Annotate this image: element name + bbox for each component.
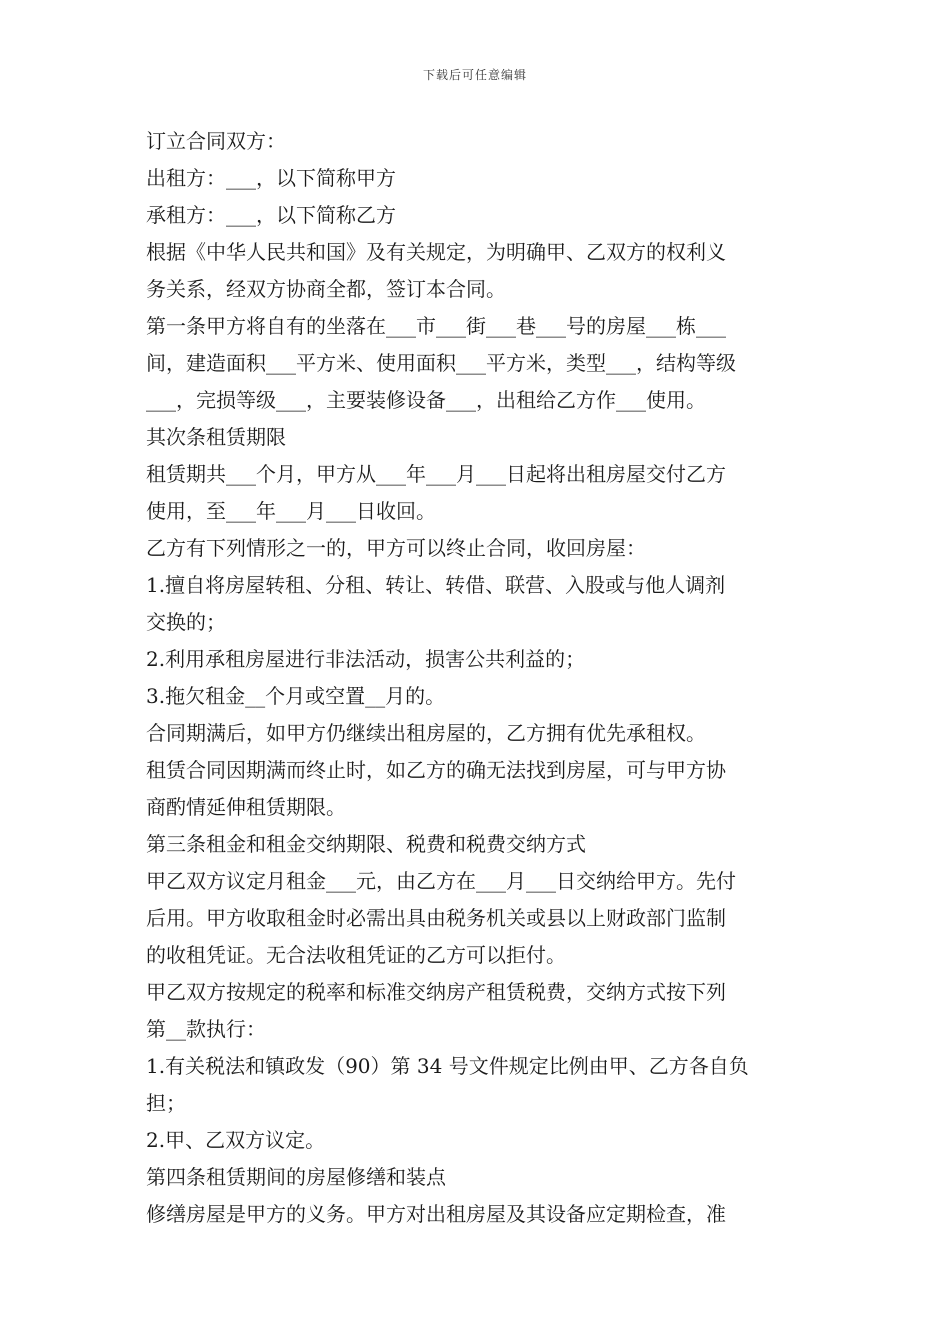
text-line: 使用，至___年___月___日收回。 bbox=[146, 499, 436, 523]
text-line: 第一条甲方将自有的坐落在___市___街___巷___号的房屋___栋___ bbox=[146, 314, 726, 338]
text-line: 出租方：___，以下简称甲方 bbox=[146, 166, 396, 190]
section-heading: 第四条租赁期间的房屋修缮和装点 bbox=[146, 1165, 446, 1189]
text-line: 第__款执行： bbox=[146, 1017, 266, 1041]
text-line: 3.拖欠租金__个月或空置__月的。 bbox=[146, 684, 446, 708]
text-line: 间，建造面积___平方米、使用面积___平方米，类型___，结构等级 bbox=[146, 351, 736, 375]
text-line: 交换的； bbox=[146, 610, 226, 634]
text-line: 1.有关税法和镇政发（90）第 34 号文件规定比例由甲、乙方各自负 bbox=[146, 1054, 749, 1078]
text-line: 后用。甲方收取租金时必需出具由税务机关或县以上财政部门监制 bbox=[146, 906, 726, 930]
text-line: 承租方：___，以下简称乙方 bbox=[146, 203, 396, 227]
text-line: 租赁期共___个月，甲方从___年___月___日起将出租房屋交付乙方 bbox=[146, 462, 726, 486]
text-line: 修缮房屋是甲方的义务。甲方对出租房屋及其设备应定期检查，准 bbox=[146, 1202, 726, 1226]
section-heading: 第三条租金和租金交纳期限、税费和税费交纳方式 bbox=[146, 832, 586, 856]
contract-body bbox=[146, 123, 814, 1233]
text-line: 甲乙双方按规定的税率和标准交纳房产租赁税费，交纳方式按下列 bbox=[146, 980, 726, 1004]
text-line: ___，完损等级___，主要装修设备___，出租给乙方作___使用。 bbox=[146, 388, 706, 412]
text-line: 2.甲、乙双方议定。 bbox=[146, 1128, 326, 1152]
text-line: 务关系，经双方协商全都，签订本合同。 bbox=[146, 277, 506, 301]
text-line: 的收租凭证。无合法收租凭证的乙方可以拒付。 bbox=[146, 943, 566, 967]
text-line: 1.擅自将房屋转租、分租、转让、转借、联营、入股或与他人调剂 bbox=[146, 573, 726, 597]
header-note: 下载后可任意编辑 bbox=[422, 68, 527, 82]
text-line: 租赁合同因期满而终止时，如乙方的确无法找到房屋，可与甲方协 bbox=[146, 758, 726, 782]
section-heading: 其次条租赁期限 bbox=[146, 425, 286, 449]
text-line: 甲乙双方议定月租金___元，由乙方在___月___日交纳给甲方。先付 bbox=[146, 869, 736, 893]
text-line: 根据《中华人民共和国》及有关规定，为明确甲、乙双方的权利义 bbox=[146, 240, 726, 264]
text-line: 合同期满后，如甲方仍继续出租房屋的，乙方拥有优先承租权。 bbox=[146, 721, 706, 745]
text-line: 担； bbox=[146, 1091, 186, 1115]
text-line: 乙方有下列情形之一的，甲方可以终止合同，收回房屋： bbox=[146, 536, 646, 560]
text-line: 订立合同双方： bbox=[146, 129, 286, 153]
text-line: 2.利用承租房屋进行非法活动，损害公共利益的； bbox=[146, 647, 586, 671]
text-line: 商酌情延伸租赁期限。 bbox=[146, 795, 346, 819]
